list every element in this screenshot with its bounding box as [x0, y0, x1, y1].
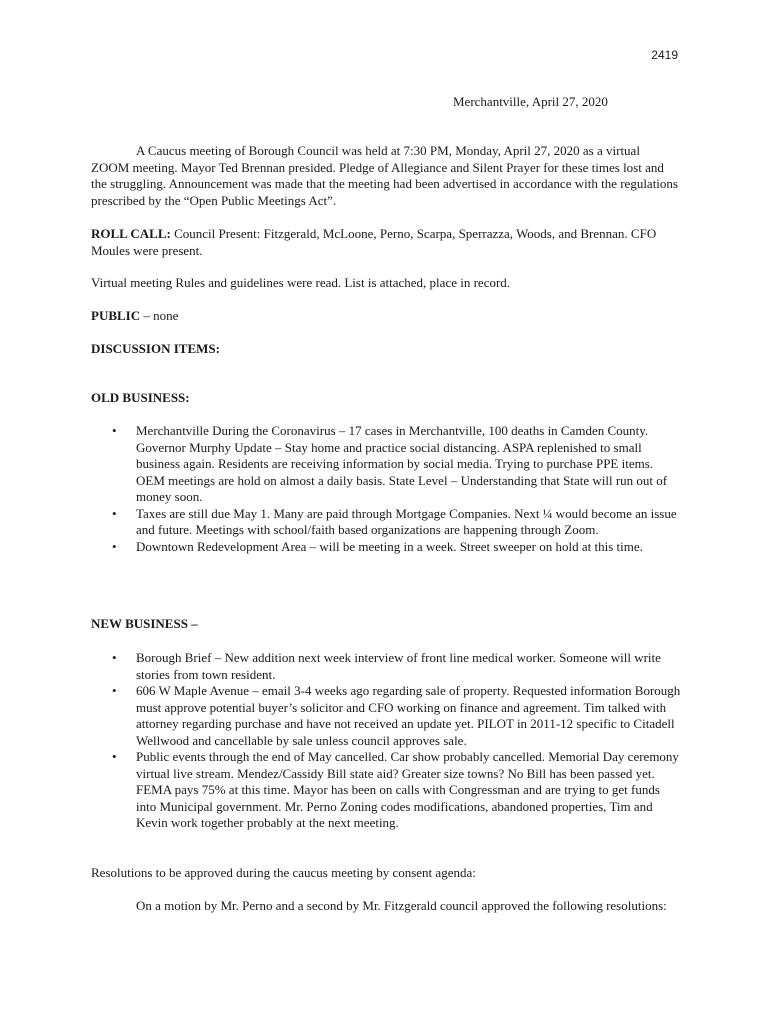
roll-call-label: ROLL CALL:: [91, 226, 171, 241]
list-item-text: Taxes are still due May 1. Many are paid through Mortgage Companies. Next ¼ would become an issue and future. Meetings with school/faith based organizations are happening through Zoom.: [136, 505, 677, 537]
bullet-icon: •: [112, 650, 117, 665]
list-item: [91, 506, 681, 539]
resolutions-intro: Resolutions to be approved during the caucus meeting by consent agenda:: [91, 865, 476, 880]
list-item-text: Borough Brief – New addition next week interview of front line medical worker. Someone will write stories from town resident.: [136, 650, 661, 682]
old-business-heading: OLD BUSINESS:: [91, 390, 190, 405]
old-business-list: [91, 423, 681, 555]
public-paragraph: [91, 308, 681, 325]
list-item: [91, 539, 681, 556]
bullet-icon: •: [112, 423, 117, 438]
bullet-icon: •: [112, 505, 117, 521]
motion-paragraph: On a motion by Mr. Perno and a second by Mr. Fitzgerald council approved the following resolutions:: [136, 898, 667, 913]
list-item-text: 606 W Maple Avenue – email 3-4 weeks ago regarding sale of property. Requested information Borough must approve potential buyer’s solicitor and CFO working on finance and agreement. Tim talked with attorney regarding purchase and have not received an update yet. PILOT in 2011-12 specific to Citadell Wellwood and cancellable by sale unless council approves sale.: [136, 683, 681, 748]
public-label: PUBLIC: [91, 308, 141, 323]
list-item-text: Merchantville During the Coronavirus – 17 cases in Merchantville, 100 deaths in Camden County. Governor Murphy Update – Stay home and practice social distancing. ASPA replenished to small business again. Residents are receiving information by social media. Trying to purchase PPE items. OEM meetings are hold on almost a daily basis. State Level – Understanding that State will run out of money soon.: [136, 423, 668, 504]
list-item: [91, 749, 681, 832]
list-item: [91, 683, 681, 749]
list-item-text: Public events through the end of May cancelled. Car show probably cancelled. Memorial Day ceremony virtual live stream. Mendez/Cassidy Bill state aid? Greater size towns? No Bill has been passed yet. FEMA pays 75% at this time. Mayor has been on calls with Congressman and are trying to get funds into Municipal government. Mr. Perno Zoning codes modifications, abandoned properties, Tim and Kevin work together probably at the next meeting.: [136, 749, 679, 830]
roll-call-text: Council Present: Fitzgerald, McLoone, Perno, Scarpa, Sperrazza, Woods, and Brennan. CFO Moules were present.: [91, 226, 657, 258]
rules-paragraph: Virtual meeting Rules and guidelines were read. List is attached, place in record.: [91, 275, 511, 290]
discussion-heading: DISCUSSION ITEMS:: [91, 341, 220, 356]
new-business-heading: NEW BUSINESS –: [91, 616, 198, 631]
bullet-icon: •: [112, 538, 117, 554]
roll-call-paragraph: [91, 226, 681, 259]
new-business-list: [91, 650, 681, 832]
list-item-text: Downtown Redevelopment Area – will be meeting in a week. Street sweeper on hold at this time.: [136, 538, 643, 554]
bullet-icon: •: [112, 749, 117, 764]
list-item: [91, 650, 681, 683]
list-item: [91, 423, 681, 506]
dateline: Merchantville, April 27, 2020: [453, 94, 608, 109]
bullet-icon: •: [112, 683, 117, 698]
public-text: – none: [140, 308, 179, 323]
intro-paragraph: A Caucus meeting of Borough Council was held at 7:30 PM, Monday, April 27, 2020 as a virtual ZOOM meeting. Mayor Ted Brennan presided. Pledge of Allegiance and Silent Prayer for these times lost and the struggling. Announcement was made that the meeting had been advertised in accordance with the regulations prescribed by the “Open Public Meetings Act”.: [91, 143, 678, 208]
page-number: 2419: [651, 48, 678, 62]
